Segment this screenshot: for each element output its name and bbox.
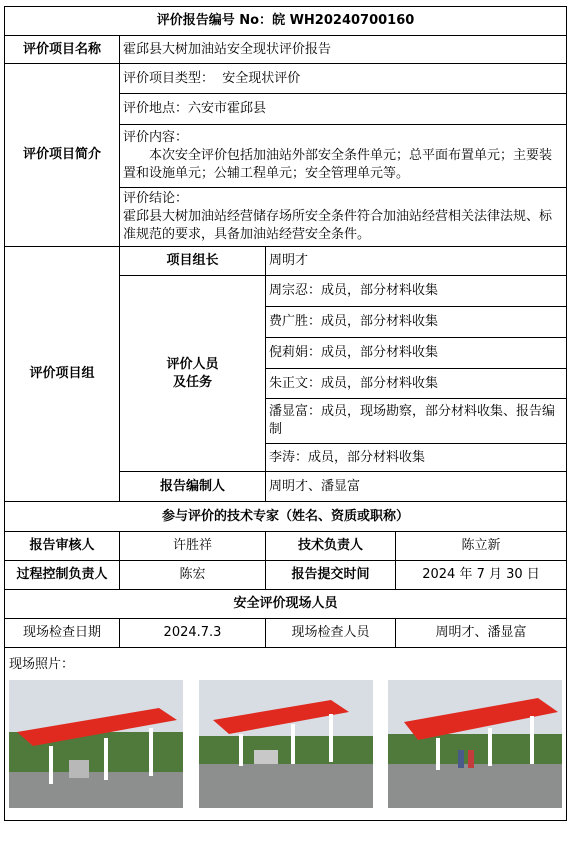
intro-content bbox=[120, 125, 567, 188]
intro-conclusion bbox=[120, 188, 567, 247]
member-row: 周宗忍：成员，部分材料收集 bbox=[266, 276, 567, 307]
site-photo-3 bbox=[388, 680, 562, 808]
site-title: 安全评价现场人员 bbox=[5, 590, 567, 619]
project-name-value: 霍邱县大树加油站安全现状评价报告 bbox=[120, 36, 567, 64]
site-date-label: 现场检查日期 bbox=[5, 619, 120, 648]
intro-content-value: 本次安全评价包括加油站外部安全条件单元；总平面布置单元；主要装置和设施单元；公辅工程单元；安全管理单元等。 bbox=[123, 148, 553, 181]
intro-type-value: 安全现状评价 bbox=[222, 70, 301, 86]
intro-location-label: 评价地点： bbox=[123, 101, 189, 116]
intro-conclusion-label: 评价结论： bbox=[123, 191, 189, 206]
intro-content-label: 评价内容： bbox=[123, 130, 189, 145]
reviewer-label: 报告审核人 bbox=[5, 532, 120, 561]
leader-label: 项目组长 bbox=[120, 247, 266, 276]
process-label: 过程控制负责人 bbox=[5, 561, 120, 590]
writer-value: 周明才、潘显富 bbox=[266, 472, 567, 502]
intro-conclusion-value: 霍邱县大树加油站经营储存场所安全条件符合加油站经营相关法律法规、标准规范的要求，具备加油站经营安全条件。 bbox=[123, 209, 553, 242]
submit-value: 2024 年 7 月 30 日 bbox=[396, 561, 567, 590]
report-table bbox=[4, 6, 567, 821]
site-staff-label: 现场检查人员 bbox=[266, 619, 396, 648]
group-label: 评价项目组 bbox=[5, 247, 120, 502]
tech-lead-value: 陈立新 bbox=[396, 532, 567, 561]
intro-label: 评价项目简介 bbox=[5, 64, 120, 247]
member-row: 朱正文：成员，部分材料收集 bbox=[266, 369, 567, 399]
tech-lead-label: 技术负责人 bbox=[266, 532, 396, 561]
photos-cell bbox=[5, 648, 567, 821]
member-row: 李涛：成员，部分材料收集 bbox=[266, 444, 567, 472]
intro-location-value: 六安市霍邱县 bbox=[188, 101, 267, 116]
members-label-line2: 及任务 bbox=[172, 374, 212, 390]
member-row: 倪莉娟：成员，部分材料收集 bbox=[266, 338, 567, 369]
report-number bbox=[5, 7, 567, 36]
site-photo-1 bbox=[9, 680, 183, 808]
site-photo-3-image bbox=[388, 680, 562, 808]
reviewer-value: 许胜祥 bbox=[120, 532, 266, 561]
members-label bbox=[120, 276, 266, 472]
process-value: 陈宏 bbox=[120, 561, 266, 590]
intro-location bbox=[120, 94, 567, 125]
photos-label: 现场照片： bbox=[9, 657, 75, 672]
writer-label: 报告编制人 bbox=[120, 472, 266, 502]
site-photo-1-image bbox=[9, 680, 183, 808]
report-number-value: 皖 WH20240700160 bbox=[272, 13, 415, 28]
member-row: 潘显富：成员，现场勘察，部分材料收集、报告编制 bbox=[266, 399, 567, 444]
project-name-label: 评价项目名称 bbox=[5, 36, 120, 64]
experts-title: 参与评价的技术专家（姓名、资质或职称） bbox=[5, 502, 567, 532]
member-row: 费广胜：成员，部分材料收集 bbox=[266, 307, 567, 338]
site-date-value: 2024.7.3 bbox=[120, 619, 266, 648]
intro-type-label: 评价项目类型： bbox=[123, 70, 215, 86]
site-photo-2-image bbox=[199, 680, 373, 808]
intro-type bbox=[120, 64, 567, 94]
report-sheet bbox=[4, 6, 566, 821]
leader-value: 周明才 bbox=[266, 247, 567, 276]
report-number-label: 评价报告编号 No： bbox=[156, 13, 273, 28]
site-staff-value: 周明才、潘显富 bbox=[396, 619, 567, 648]
site-photo-2 bbox=[199, 680, 373, 808]
submit-label: 报告提交时间 bbox=[266, 561, 396, 590]
photos-row bbox=[5, 674, 566, 812]
members-label-line1: 评价人员 bbox=[166, 356, 219, 372]
